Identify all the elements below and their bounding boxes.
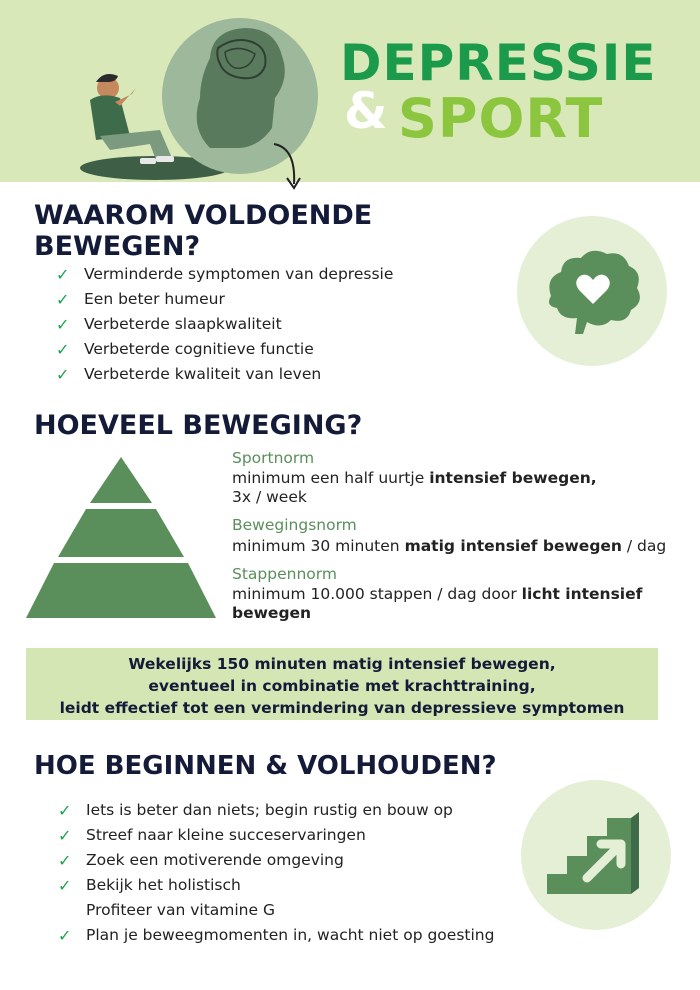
list-item [56, 362, 393, 387]
section1-heading-line1: WAAROM VOLDOENDE [34, 200, 373, 231]
banner-line1: Wekelijks 150 minuten matig intensief bewegen, [128, 655, 556, 673]
title-depressie: DEPRESSIE [340, 34, 657, 92]
title-ampersand: & [344, 82, 388, 140]
list-item-text: Verminderde symptomen van depressie [84, 265, 394, 283]
list-item [58, 923, 494, 948]
pyramid-icon [26, 455, 216, 620]
title-sport: SPORT [398, 87, 604, 150]
check-icon: ✓ [56, 340, 70, 359]
list-item [56, 262, 393, 287]
stairs-circle [521, 780, 671, 930]
list-item [56, 312, 393, 337]
list-item-text: Verbeterde kwaliteit van leven [84, 365, 322, 383]
norm-label-sportnorm: Sportnorm [232, 449, 315, 467]
check-icon: ✓ [58, 801, 72, 820]
norm-text-bold: licht intensief [521, 585, 643, 603]
norm-text-after: bewegen [232, 604, 312, 622]
highlight-banner [26, 648, 658, 720]
norm-label-bewegingsnorm: Bewegingsnorm [232, 516, 357, 534]
check-icon: ✓ [58, 926, 72, 945]
norm-text-stappennorm [232, 585, 642, 623]
banner-line2: eventueel in combinatie met krachttraining, [148, 677, 536, 695]
check-icon: ✓ [58, 851, 72, 870]
curved-arrow-icon [268, 140, 318, 194]
check-icon: ✓ [58, 826, 72, 845]
list-item-text: Bekijk het holistisch [86, 876, 241, 894]
list-item-text: Streef naar kleine succeservaringen [86, 826, 366, 844]
brain-heart-icon [517, 216, 667, 366]
norm-text-after: / dag [621, 537, 667, 555]
section1-heading-line2: BEWEGEN? [34, 231, 201, 263]
list-item [58, 848, 494, 873]
section2-heading: HOEVEEL BEWEGING? [34, 410, 363, 441]
brain-circle [517, 216, 667, 366]
check-icon: ✓ [56, 365, 70, 384]
section3-heading: HOE BEGINNEN & VOLHOUDEN? [34, 751, 497, 781]
benefits-list [56, 262, 393, 387]
norm-text-sportnorm [232, 469, 597, 507]
norm-text-plain: minimum 10.000 stappen / dag door [232, 585, 522, 603]
norm-label-stappennorm: Stappennorm [232, 565, 337, 583]
list-item-text: Plan je beweegmomenten in, wacht niet op goesting [86, 926, 495, 944]
list-item [58, 823, 494, 848]
list-item [58, 873, 494, 898]
list-item-text: Iets is beter dan niets; begin rustig en bouw op [86, 801, 453, 819]
norm-text-plain: minimum 30 minuten [232, 537, 405, 555]
list-item-text: Zoek een motiverende omgeving [86, 851, 344, 869]
check-icon: ✓ [56, 265, 70, 284]
norm-text-bold: intensief bewegen, [429, 469, 597, 487]
norm-text-after: 3x / week [232, 488, 307, 506]
check-icon: ✓ [58, 876, 72, 895]
tips-list [58, 798, 494, 948]
norm-text-plain: minimum een half uurtje [232, 469, 430, 487]
norm-text-bewegingsnorm [232, 537, 666, 556]
list-item-text: Profiteer van vitamine G [86, 901, 275, 919]
list-item [56, 337, 393, 362]
list-item [56, 287, 393, 312]
list-item-text: Verbeterde cognitieve functie [84, 340, 314, 358]
list-item [58, 898, 494, 923]
section1-heading [34, 200, 372, 262]
list-item [58, 798, 494, 823]
check-icon: ✓ [56, 290, 70, 309]
banner-line3: leidt effectief tot een vermindering van depressieve symptomen [59, 699, 625, 717]
norm-text-bold: matig intensief bewegen [404, 537, 622, 555]
list-item-text: Verbeterde slaapkwaliteit [84, 315, 282, 333]
stairs-arrow-icon [521, 780, 671, 930]
list-item-text: Een beter humeur [84, 290, 225, 308]
check-icon: ✓ [56, 315, 70, 334]
